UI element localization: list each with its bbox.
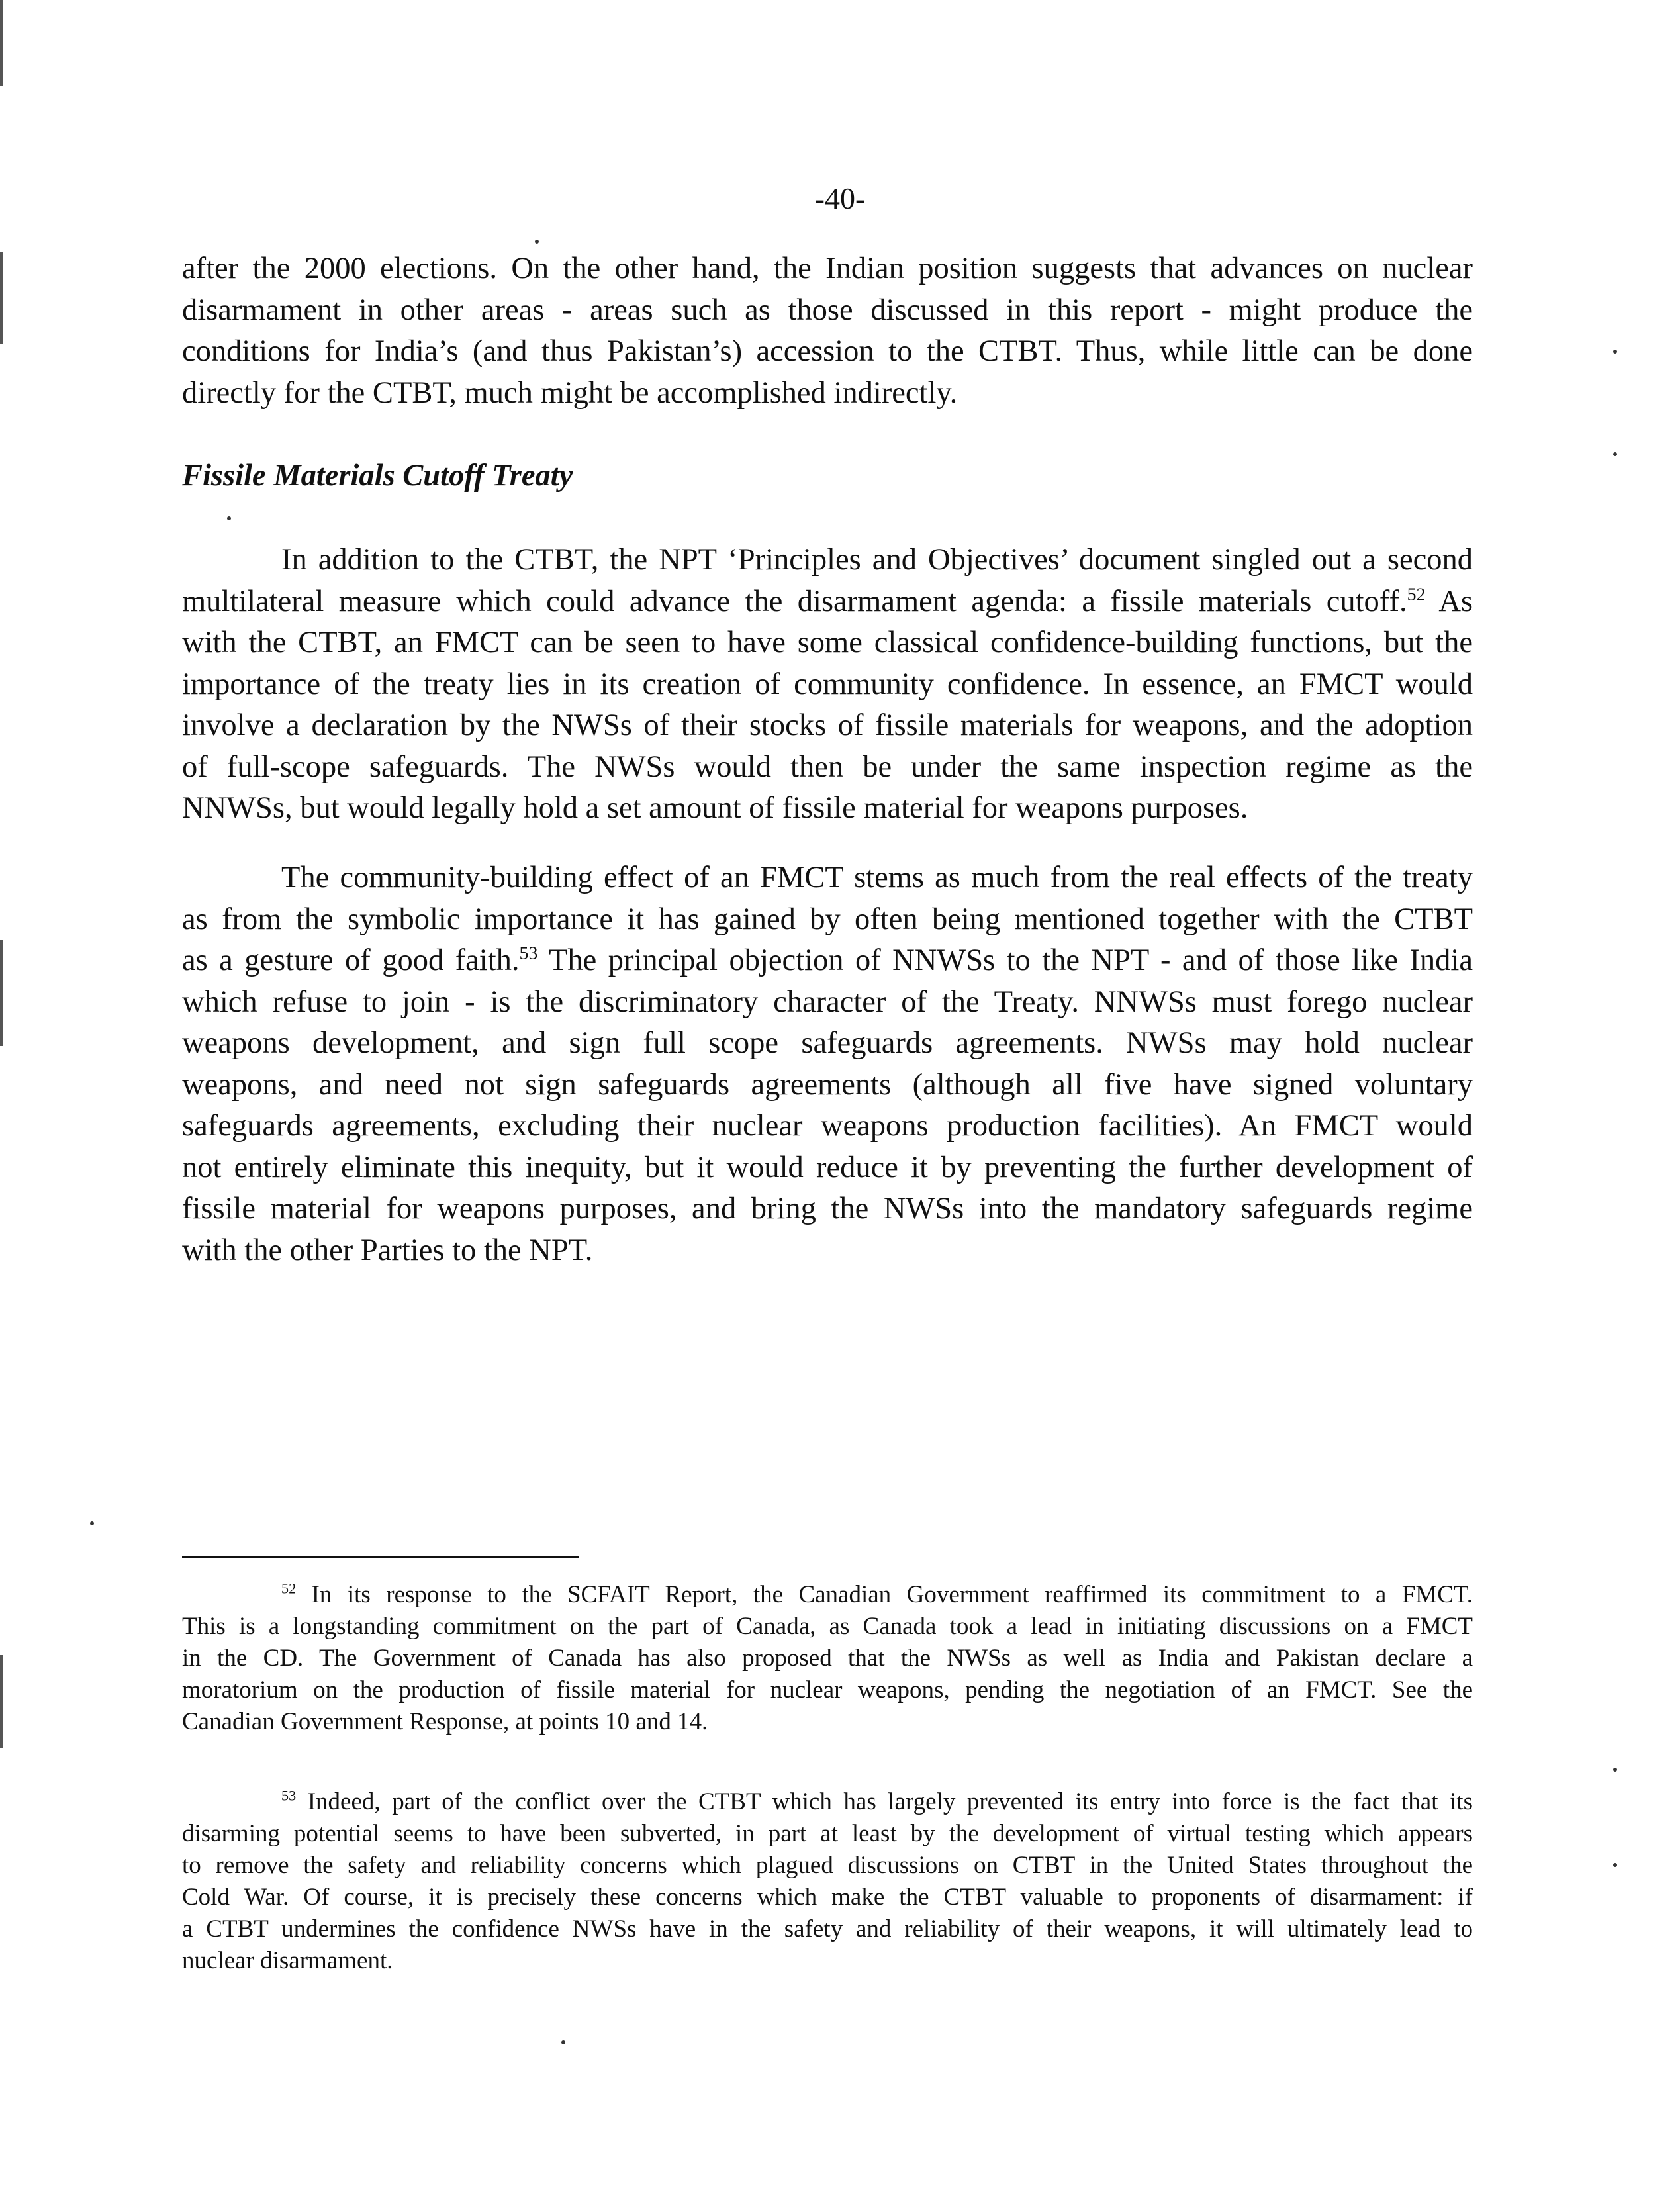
text-line: which refuse to join - is the discriminatory character of the Treaty. NNWSs must forego nuclear xyxy=(182,984,1473,1019)
text-line: disarmament in other areas - areas such as those discussed in this report - might produce the xyxy=(182,293,1473,327)
text-segment: As xyxy=(1425,584,1473,618)
scan-speck xyxy=(1613,452,1617,456)
text-line: involve a declaration by the NWSs of their stocks of fissile materials for weapons, and the adoption xyxy=(182,708,1473,742)
text-segment: as a gesture of good faith. xyxy=(182,943,520,977)
text-line xyxy=(182,1579,1473,1611)
scan-edge-line xyxy=(0,940,3,1046)
text-line: NNWSs, but would legally hold a set amount of fissile material for weapons purposes. xyxy=(182,791,1248,825)
text-line: with the CTBT, an FMCT can be seen to have some classical confidence-building functions, but the xyxy=(182,626,1473,659)
page-number: -40- xyxy=(814,181,866,215)
text-line: Cold War. Of course, it is precisely these concerns which make the CTBT valuable to proponents of disarmament: if xyxy=(182,1884,1473,1911)
text-segment: The principal objection of NNWSs to the NPT - and of those like India xyxy=(537,943,1473,977)
text-line: weapons development, and sign full scope safeguards agreements. NWSs may hold nuclear xyxy=(182,1026,1473,1060)
scan-edge-line xyxy=(0,252,3,344)
text-line: fissile material for weapons purposes, and bring the NWSs into the mandatory safeguards regime xyxy=(182,1192,1473,1225)
footnote-marker: 52 xyxy=(281,1580,297,1597)
text-line: after the 2000 elections. On the other hand, the Indian position suggests that advances on nuclear xyxy=(182,252,1473,285)
footnote-marker: 53 xyxy=(281,1787,297,1804)
text-line: safeguards agreements, excluding their nuclear weapons production facilities). An FMCT would xyxy=(182,1109,1473,1143)
footnote-reference: 53 xyxy=(519,943,538,964)
text-line: to remove the safety and reliability concerns which plagued discussions on CTBT in the United States throughout the xyxy=(182,1852,1473,1879)
scan-edge-line xyxy=(0,1655,3,1748)
scan-speck xyxy=(90,1521,94,1525)
paragraph-2 xyxy=(182,540,1473,830)
text-line: conditions for India’s (and thus Pakistan’s) accession to the CTBT. Thus, while little can be done xyxy=(182,334,1473,368)
text-line: a CTBT undermines the confidence NWSs have in the safety and reliability of their weapons, it will ultimately lead to xyxy=(182,1915,1473,1942)
text-line: Canadian Government Response, at points 10 and 14. xyxy=(182,1708,708,1735)
scan-speck xyxy=(561,2040,565,2044)
section-heading: Fissile Materials Cutoff Treaty xyxy=(182,459,573,493)
text-line: of full-scope safeguards. The NWSs would then be under the same inspection regime as the xyxy=(182,749,1473,784)
text-line: moratorium on the production of fissile material for nuclear weapons, pending the negotiation of an FMCT. See the xyxy=(182,1676,1473,1703)
text-line: with the other Parties to the NPT. xyxy=(182,1233,593,1267)
text-line xyxy=(182,1786,1473,1818)
text-line: weapons, and need not sign safeguards agreements (although all five have signed voluntary xyxy=(182,1067,1473,1102)
paragraph-3 xyxy=(182,857,1473,1271)
text-segment: Indeed, part of the conflict over the CTBT which has largely prevented its entry into force is the fact that its xyxy=(296,1788,1473,1815)
footnote-divider xyxy=(182,1556,579,1558)
scan-speck xyxy=(227,516,231,520)
scan-speck xyxy=(1613,1863,1617,1867)
paragraph-1 xyxy=(182,248,1473,414)
text-line: disarming potential seems to have been subverted, in part at least by the development of virtual testing which appears xyxy=(182,1820,1473,1847)
text-line: not entirely eliminate this inequity, but it would reduce it by preventing the further development of xyxy=(182,1150,1473,1184)
scan-edge-line xyxy=(0,0,3,86)
scan-speck xyxy=(1613,1768,1617,1772)
scan-speck xyxy=(535,240,539,244)
text-line: importance of the treaty lies in its creation of community confidence. In essence, an FMCT would xyxy=(182,667,1473,701)
text-line xyxy=(182,940,1473,982)
text-line: in the CD. The Government of Canada has also proposed that the NWSs as well as India and Pakistan declare a xyxy=(182,1645,1473,1672)
text-line: directly for the CTBT, much might be accomplished indirectly. xyxy=(182,375,958,410)
text-line: In addition to the CTBT, the NPT ‘Principles and Objectives’ document singled out a second xyxy=(281,543,1473,577)
text-line: This is a longstanding commitment on the part of Canada, as Canada took a lead in initiating discussions on a FMCT xyxy=(182,1613,1473,1640)
footnote-52 xyxy=(182,1579,1473,1738)
text-line: as from the symbolic importance it has gained by often being mentioned together with the CTBT xyxy=(182,902,1473,936)
text-line: The community-building effect of an FMCT stems as much from the real effects of the treaty xyxy=(281,861,1473,894)
footnote-53 xyxy=(182,1786,1473,1977)
scan-speck xyxy=(1613,350,1617,354)
text-line xyxy=(182,581,1473,623)
text-segment: multilateral measure which could advance the disarmament agenda: a fissile materials cutoff. xyxy=(182,584,1407,618)
text-segment: In its response to the SCFAIT Report, the Canadian Government reaffirmed its commitment to a FMCT. xyxy=(296,1581,1473,1608)
text-line: nuclear disarmament. xyxy=(182,1947,393,1974)
footnote-reference: 52 xyxy=(1407,584,1426,604)
